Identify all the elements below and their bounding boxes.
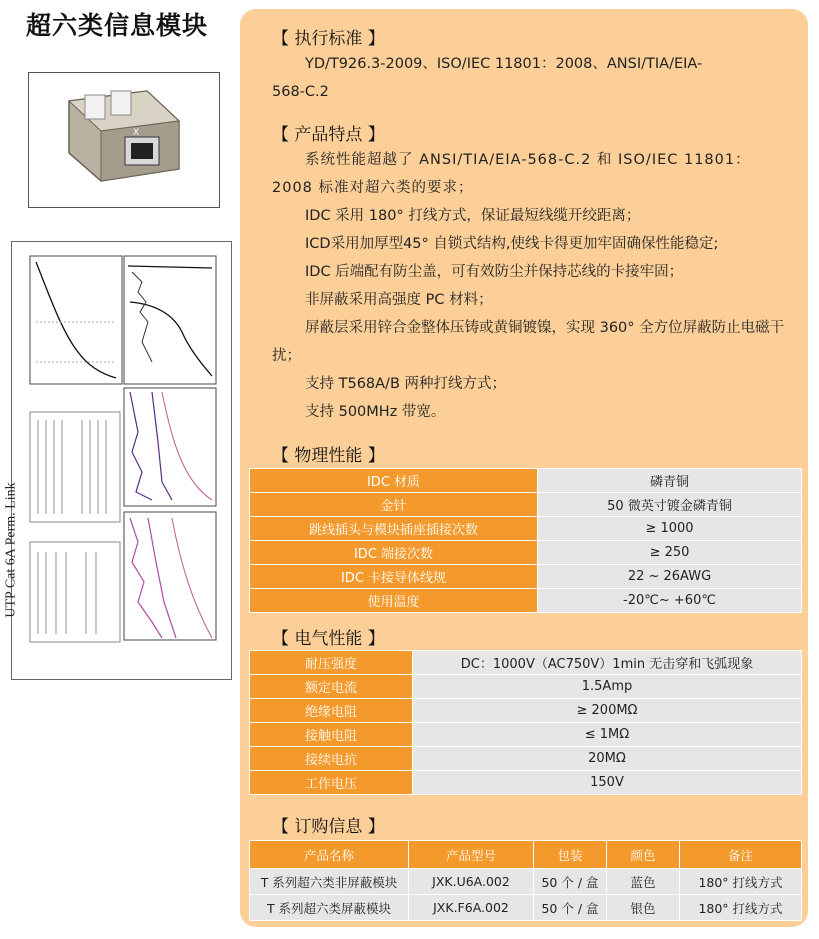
spec-key: 金针 xyxy=(250,493,538,517)
column-header: 产品名称 xyxy=(250,841,409,869)
feature-item: ICD采用加厚型45° 自锁式结构,使线卡得更加牢固确保性能稳定; xyxy=(305,236,719,252)
spec-key: IDC 材质 xyxy=(250,469,538,493)
feature-item: 屏蔽层采用锌合金整体压铸或黄铜镀镍，实现 360° 全方位屏蔽防止电磁干扰； xyxy=(272,320,785,364)
table-row xyxy=(250,869,802,895)
table-row xyxy=(250,771,802,795)
spec-key: 工作电压 xyxy=(250,771,413,795)
order-heading: 【 订购信息 】 xyxy=(272,817,385,837)
table-row xyxy=(250,517,802,541)
electrical-heading: 【 电气性能 】 xyxy=(272,629,385,649)
table-row xyxy=(250,699,802,723)
test-report-image xyxy=(3,241,232,680)
table-cell: T 系列超六类屏蔽模块 xyxy=(250,895,409,921)
physical-table xyxy=(249,468,802,613)
standard-text xyxy=(272,50,788,106)
spec-key: 耐压强度 xyxy=(250,651,413,675)
feature-item: IDC 后端配有防尘盖，可有效防尘并保持芯线的卡接牢固； xyxy=(305,264,684,280)
spec-key: 使用温度 xyxy=(250,589,538,613)
spec-value: 150V xyxy=(413,771,802,795)
feature-item: IDC 采用 180° 打线方式，保证最短线缆开绞距离； xyxy=(305,208,641,224)
standard-line-2: 568-C.2 xyxy=(272,84,329,100)
spec-value: 20MΩ xyxy=(413,747,802,771)
electrical-table xyxy=(249,650,802,795)
standard-line-1: YD/T926.3-2009、ISO/IEC 11801：2008、ANSI/TIA/EIA- xyxy=(305,56,703,72)
table-row xyxy=(250,675,802,699)
features-list xyxy=(272,146,788,426)
spec-value: -20℃~ +60℃ xyxy=(538,589,802,613)
table-row xyxy=(250,493,802,517)
spec-value: 50 微英寸镀金磷青铜 xyxy=(538,493,802,517)
table-row xyxy=(250,651,802,675)
table-cell: 银色 xyxy=(607,895,680,921)
spec-value: ≤ 1MΩ xyxy=(413,723,802,747)
table-cell: T 系列超六类非屏蔽模块 xyxy=(250,869,409,895)
table-header-row xyxy=(250,841,802,869)
order-table xyxy=(249,840,802,921)
column-header: 包装 xyxy=(534,841,607,869)
product-photo xyxy=(28,72,220,208)
table-row xyxy=(250,541,802,565)
table-row xyxy=(250,895,802,921)
table-cell: JXK.F6A.002 xyxy=(409,895,534,921)
table-row xyxy=(250,469,802,493)
spec-value: 22 ~ 26AWG xyxy=(538,565,802,589)
feature-item: 支持 500MHz 带宽。 xyxy=(305,404,446,420)
spec-key: 接触电阻 xyxy=(250,723,413,747)
table-row xyxy=(250,565,802,589)
table-cell: 180° 打线方式 xyxy=(680,869,802,895)
spec-key: IDC 卡接导体线规 xyxy=(250,565,538,589)
physical-heading: 【 物理性能 】 xyxy=(272,446,385,466)
standard-heading: 【 执行标准 】 xyxy=(272,29,385,49)
table-cell: 50 个 / 盒 xyxy=(534,895,607,921)
spec-key: 额定电流 xyxy=(250,675,413,699)
feature-item: 非屏蔽采用高强度 PC 材料； xyxy=(305,292,493,308)
spec-value: ≥ 1000 xyxy=(538,517,802,541)
spec-value: ≥ 200MΩ xyxy=(413,699,802,723)
table-cell: 50 个 / 盒 xyxy=(534,869,607,895)
table-row xyxy=(250,747,802,771)
svg-text:X: X xyxy=(133,128,140,138)
table-row xyxy=(250,723,802,747)
spec-value: 磷青铜 xyxy=(538,469,802,493)
table-cell: 蓝色 xyxy=(607,869,680,895)
spec-key: IDC 端接次数 xyxy=(250,541,538,565)
spec-value: 1.5Amp xyxy=(413,675,802,699)
column-header: 颜色 xyxy=(607,841,680,869)
spec-key: 接续电抗 xyxy=(250,747,413,771)
table-row xyxy=(250,589,802,613)
column-header: 产品型号 xyxy=(409,841,534,869)
feature-item: 系统性能超越了 ANSI/TIA/EIA-568-C.2 和 ISO/IEC 11801：2008 标准对超六类的要求； xyxy=(272,152,751,196)
rotated-report-label: UTP Cat 6A Perm. Link xyxy=(3,482,19,618)
column-header: 备注 xyxy=(680,841,802,869)
spec-key: 绝缘电阻 xyxy=(250,699,413,723)
table-cell: 180° 打线方式 xyxy=(680,895,802,921)
table-cell: JXK.U6A.002 xyxy=(409,869,534,895)
spec-value: DC：1000V（AC750V）1min 无击穿和飞弧现象 xyxy=(413,651,802,675)
page-title: 超六类信息模块 xyxy=(26,11,209,40)
spec-value: ≥ 250 xyxy=(538,541,802,565)
feature-item: 支持 T568A/B 两种打线方式； xyxy=(305,376,507,392)
spec-key: 跳线插头与模块插座插接次数 xyxy=(250,517,538,541)
features-heading: 【 产品特点 】 xyxy=(272,125,385,145)
